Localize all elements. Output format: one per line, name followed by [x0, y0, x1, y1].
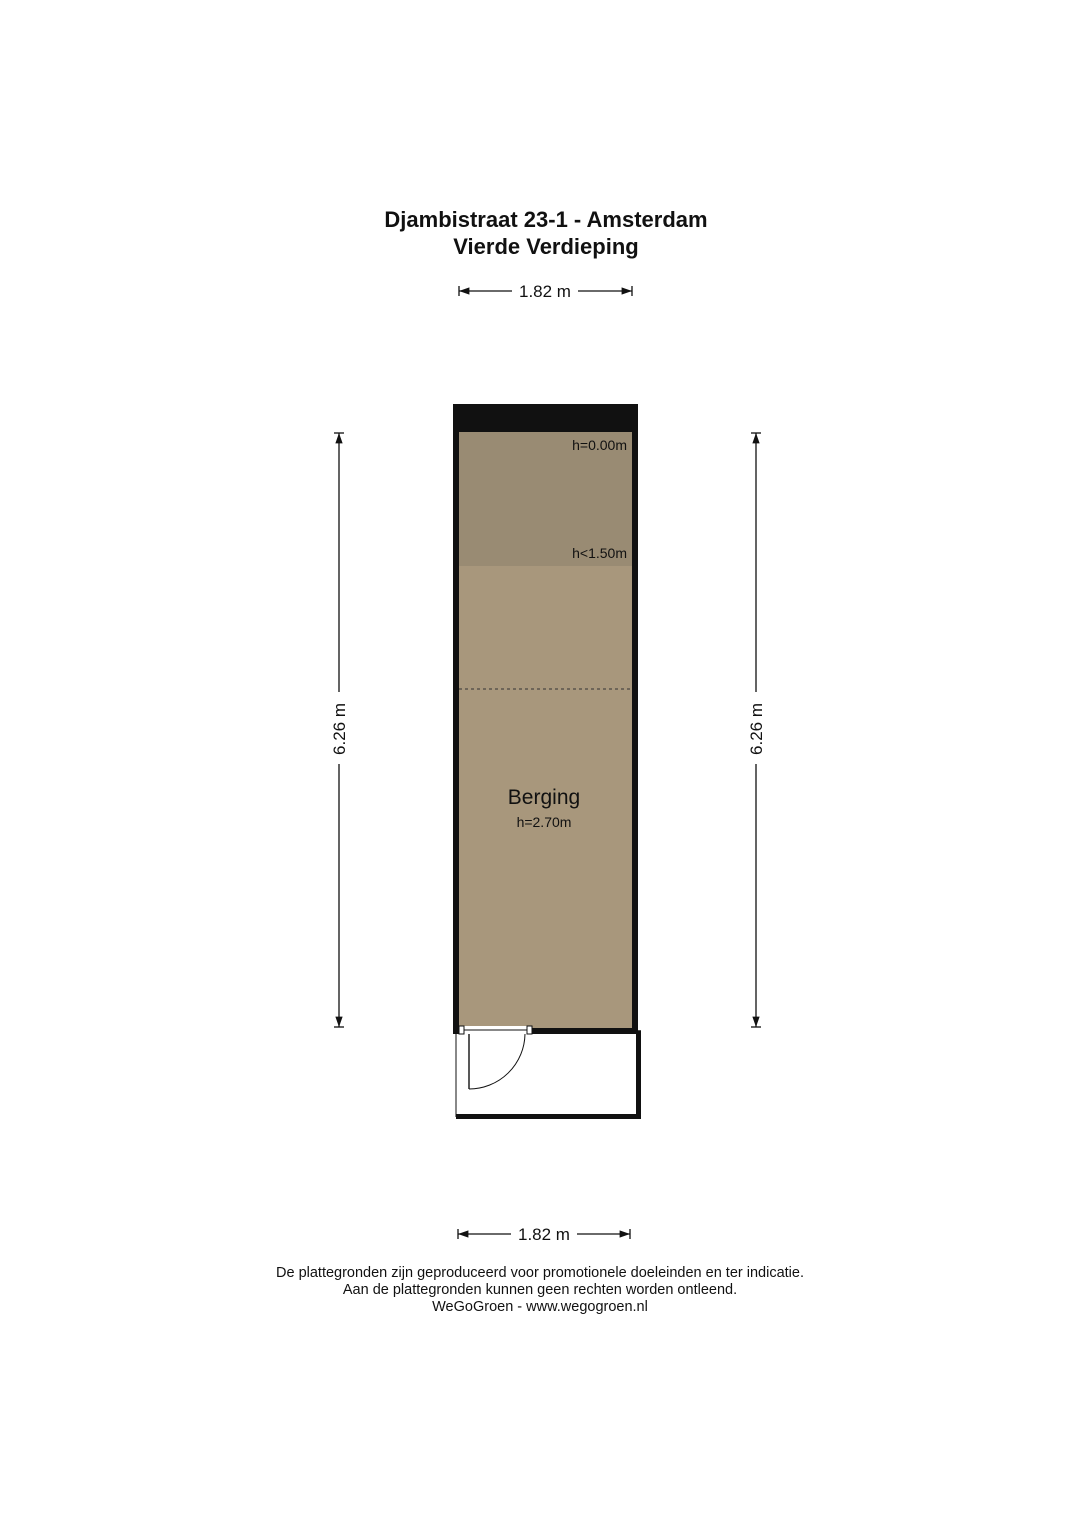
- disclaimer-credit: WeGoGroen - www.wegogroen.nl: [432, 1299, 648, 1315]
- landing-wall-bottom: [456, 1114, 641, 1119]
- dimension-bottom-width: [458, 1225, 630, 1244]
- dimension-left-height: [330, 433, 349, 1027]
- room-name-label: Berging: [507, 786, 581, 809]
- dimension-label: 6.26 m: [747, 703, 766, 755]
- door-swing-arc: [469, 1034, 525, 1089]
- disclaimer-line-2: Aan de plattegronden kunnen geen rechten worden ontleend.: [342, 1282, 738, 1298]
- door: [459, 1026, 532, 1089]
- ceiling-height-low-label: h<1.50m: [572, 545, 627, 561]
- dimension-label: 1.82 m: [519, 282, 571, 301]
- dimension-top-width: [459, 282, 632, 301]
- door-jamb-left: [459, 1026, 464, 1034]
- plan-title-floor: Vierde Verdieping: [453, 234, 639, 259]
- dimension-label: 6.26 m: [330, 703, 349, 755]
- room-storage: [453, 404, 638, 1034]
- landing-area: [456, 1031, 641, 1119]
- door-jamb-right: [527, 1026, 532, 1034]
- dimension-label: 1.82 m: [518, 1225, 570, 1244]
- disclaimer-line-1: De plattegronden zijn geproduceerd voor promotionele doeleinden en ter indicatie.: [276, 1265, 804, 1281]
- room-height-label: h=2.70m: [516, 814, 572, 830]
- landing-wall-right: [636, 1031, 641, 1119]
- dimension-right-height: [747, 433, 766, 1027]
- ceiling-height-zero-label: h=0.00m: [572, 437, 627, 453]
- plan-title-address: Djambistraat 23-1 - Amsterdam: [384, 207, 708, 232]
